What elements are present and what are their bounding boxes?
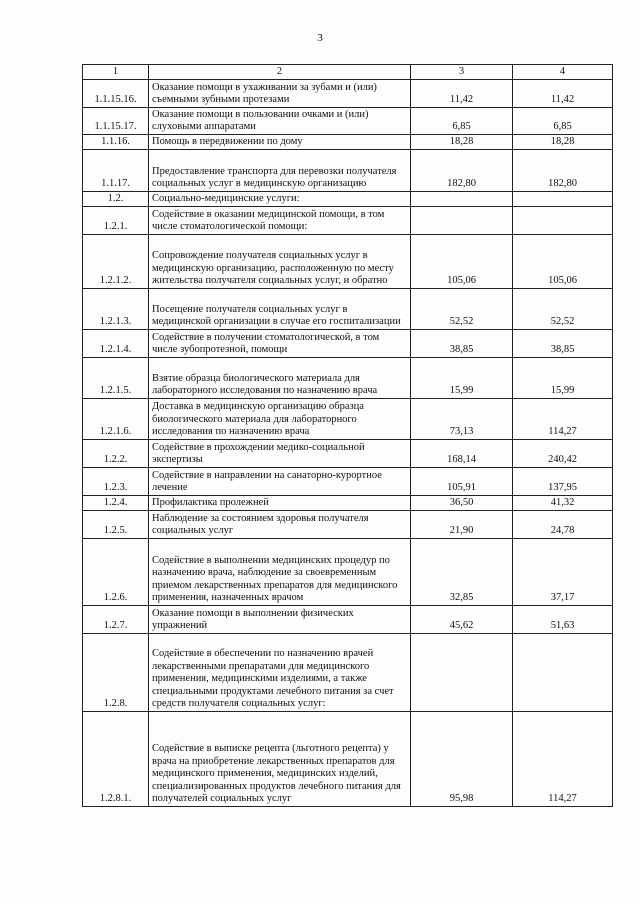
value-col4-cell: 105,06 — [513, 234, 613, 288]
value-col4-cell: 240,42 — [513, 439, 613, 467]
value-col3-cell: 105,91 — [411, 467, 513, 495]
table-row — [83, 206, 613, 234]
row-number-cell: 1.2.4. — [83, 495, 149, 510]
value-col4-cell: 41,32 — [513, 495, 613, 510]
row-number-cell: 1.2.5. — [83, 510, 149, 538]
service-description-cell: Помощь в передвижении по дому — [149, 134, 411, 149]
service-description-cell: Содействие в обеспечении по назначению врачей лекарственными препаратами для медицинского применения, медицинскими изделиями, а также специальными продуктами лечебного питания за счет средств получателя социальных услуг: — [149, 633, 411, 711]
value-col4-cell: 51,63 — [513, 605, 613, 633]
row-number-cell: 1.2.1.5. — [83, 357, 149, 398]
service-description-cell: Оказание помощи в пользовании очками и (или) слуховыми аппаратами — [149, 107, 411, 134]
row-number-cell: 1.1.17. — [83, 149, 149, 191]
page-number: 3 — [317, 32, 323, 44]
row-number-cell: 1.2.8. — [83, 633, 149, 711]
value-col3-cell: 95,98 — [411, 711, 513, 806]
table-row — [83, 467, 613, 495]
service-description-cell: Социально-медицинские услуги: — [149, 191, 411, 206]
value-col4-cell: 114,27 — [513, 398, 613, 439]
service-description-cell: Посещение получателя социальных услуг в медицинской организации в случае его госпитализации — [149, 288, 411, 329]
table-row — [83, 79, 613, 107]
value-col4-cell — [513, 633, 613, 711]
service-description-cell: Содействие в прохождении медико-социальной экспертизы — [149, 439, 411, 467]
service-description-cell: Оказание помощи в ухаживании за зубами и (или) съемными зубными протезами — [149, 79, 411, 107]
row-number-cell: 1.2.8.1. — [83, 711, 149, 806]
value-col4-cell: 37,17 — [513, 538, 613, 605]
value-col3-cell: 18,28 — [411, 134, 513, 149]
row-number-cell: 1.2.2. — [83, 439, 149, 467]
table-row — [83, 439, 613, 467]
value-col3-cell: 6,85 — [411, 107, 513, 134]
service-description-cell: Оказание помощи в выполнении физических упражнений — [149, 605, 411, 633]
value-col4-cell: 182,80 — [513, 149, 613, 191]
row-number-cell: 1.2. — [83, 191, 149, 206]
row-number-cell: 1.2.1.2. — [83, 234, 149, 288]
value-col3-cell: 36,50 — [411, 495, 513, 510]
value-col3-cell — [411, 206, 513, 234]
value-col3-cell: 32,85 — [411, 538, 513, 605]
value-col3-cell: 38,85 — [411, 329, 513, 357]
row-number-cell: 1.2.1.3. — [83, 288, 149, 329]
service-description-cell: Доставка в медицинскую организацию образца биологического материала для лабораторного исследования по назначению врача — [149, 398, 411, 439]
value-col4-cell: 15,99 — [513, 357, 613, 398]
value-col3-cell — [411, 191, 513, 206]
table-body — [83, 79, 613, 806]
value-col4-cell: 114,27 — [513, 711, 613, 806]
value-col3-cell: 168,14 — [411, 439, 513, 467]
row-number-cell: 1.2.7. — [83, 605, 149, 633]
service-description-cell: Взятие образца биологического материала для лабораторного исследования по назначению врача — [149, 357, 411, 398]
value-col3-cell: 52,52 — [411, 288, 513, 329]
value-col4-cell: 18,28 — [513, 134, 613, 149]
service-description-cell: Сопровождение получателя социальных услуг в медицинскую организацию, расположенную по месту жительства получателя социальных услуг, и обратно — [149, 234, 411, 288]
value-col3-cell: 15,99 — [411, 357, 513, 398]
row-number-cell: 1.2.1.6. — [83, 398, 149, 439]
value-col4-cell: 38,85 — [513, 329, 613, 357]
service-description-cell: Наблюдение за состоянием здоровья получателя социальных услуг — [149, 510, 411, 538]
services-tariff-table — [82, 64, 613, 807]
table-row — [83, 191, 613, 206]
service-description-cell: Содействие в выписке рецепта (льготного рецепта) у врача на приобретение лекарственных препаратов для медицинского применения, медицинских изделий, специализированных продуктов лечебного питания для получателей социальных услуг — [149, 711, 411, 806]
table-row — [83, 495, 613, 510]
column-header-2: 2 — [149, 65, 411, 80]
service-description-cell: Содействие в выполнении медицинских процедур по назначению врача, наблюдение за своевременным приемом лекарственных препаратов для медицинского применения, назначенных врачом — [149, 538, 411, 605]
column-header-1: 1 — [83, 65, 149, 80]
row-number-cell: 1.1.15.17. — [83, 107, 149, 134]
service-description-cell: Содействие в оказании медицинской помощи, в том числе стоматологической помощи: — [149, 206, 411, 234]
row-number-cell: 1.1.15.16. — [83, 79, 149, 107]
value-col3-cell: 182,80 — [411, 149, 513, 191]
table-row — [83, 149, 613, 191]
value-col4-cell — [513, 206, 613, 234]
column-header-3: 3 — [411, 65, 513, 80]
row-number-cell: 1.2.6. — [83, 538, 149, 605]
service-description-cell: Профилактика пролежней — [149, 495, 411, 510]
table-row — [83, 605, 613, 633]
column-header-4: 4 — [513, 65, 613, 80]
value-col3-cell: 45,62 — [411, 605, 513, 633]
value-col4-cell: 24,78 — [513, 510, 613, 538]
table-row — [83, 711, 613, 806]
value-col3-cell: 105,06 — [411, 234, 513, 288]
value-col3-cell: 21,90 — [411, 510, 513, 538]
value-col3-cell: 11,42 — [411, 79, 513, 107]
table-row — [83, 234, 613, 288]
table-row — [83, 398, 613, 439]
value-col4-cell: 52,52 — [513, 288, 613, 329]
row-number-cell: 1.1.16. — [83, 134, 149, 149]
value-col4-cell: 11,42 — [513, 79, 613, 107]
row-number-cell: 1.2.1.4. — [83, 329, 149, 357]
value-col4-cell — [513, 191, 613, 206]
value-col4-cell: 6,85 — [513, 107, 613, 134]
row-number-cell: 1.2.3. — [83, 467, 149, 495]
service-description-cell: Предоставление транспорта для перевозки получателя социальных услуг в медицинскую организацию — [149, 149, 411, 191]
table-row — [83, 633, 613, 711]
table-row — [83, 329, 613, 357]
table-row — [83, 134, 613, 149]
value-col4-cell: 137,95 — [513, 467, 613, 495]
table-row — [83, 510, 613, 538]
service-description-cell: Содействие в получении стоматологической, в том числе зубопротезной, помощи — [149, 329, 411, 357]
table-row — [83, 107, 613, 134]
row-number-cell: 1.2.1. — [83, 206, 149, 234]
table-row — [83, 538, 613, 605]
value-col3-cell — [411, 633, 513, 711]
service-description-cell: Содействие в направлении на санаторно-курортное лечение — [149, 467, 411, 495]
table-header-row — [83, 65, 613, 80]
table-row — [83, 288, 613, 329]
value-col3-cell: 73,13 — [411, 398, 513, 439]
table-row — [83, 357, 613, 398]
